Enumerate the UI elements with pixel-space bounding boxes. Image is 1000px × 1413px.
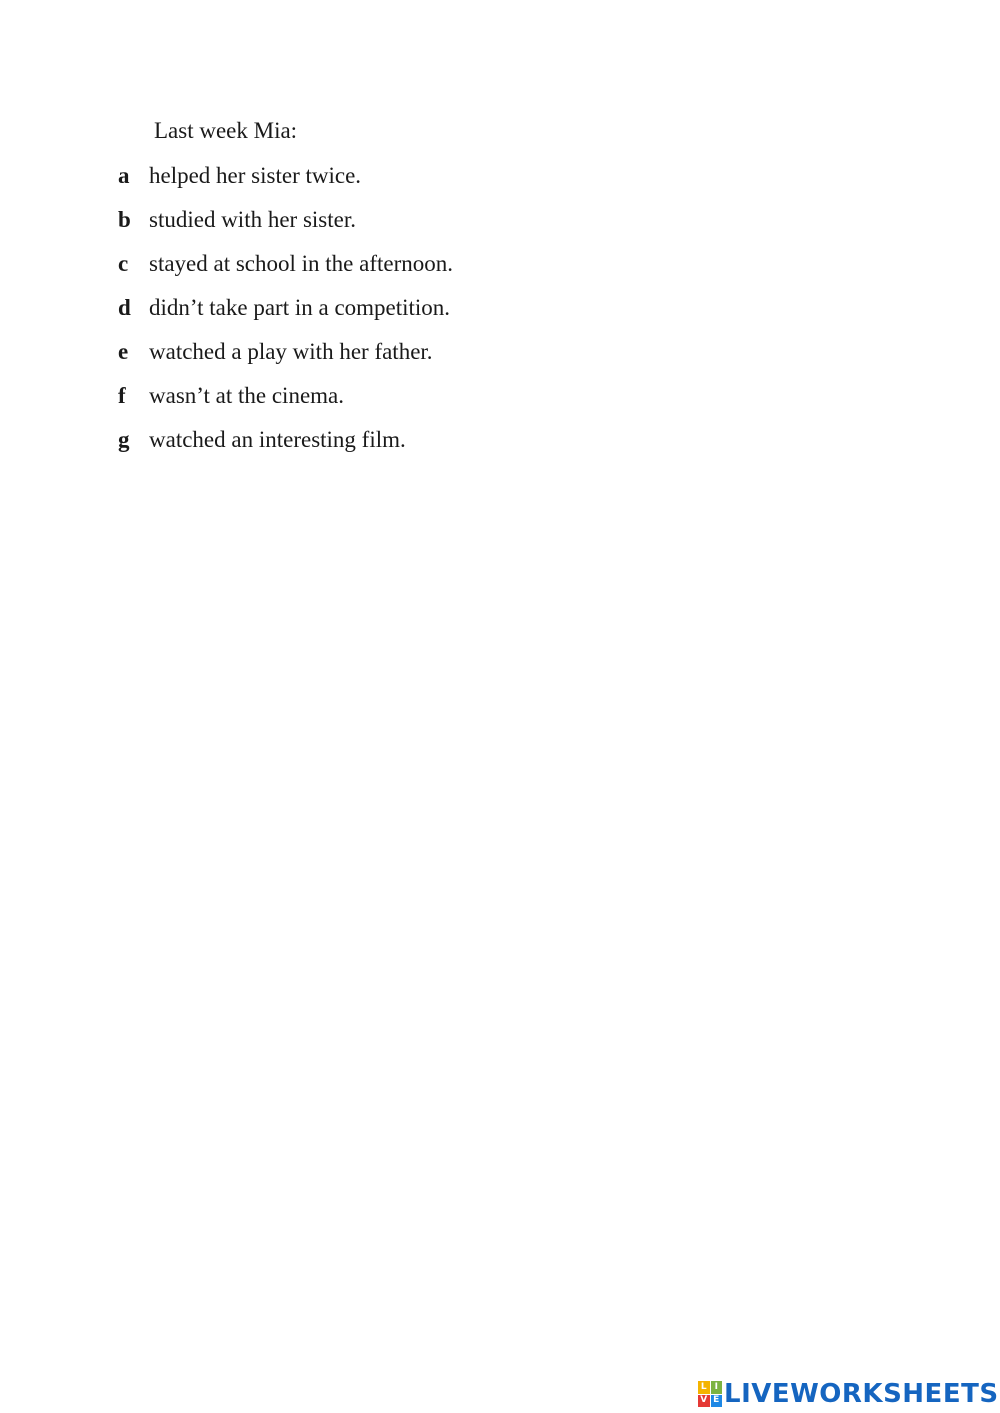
item-text: stayed at school in the afternoon. — [149, 251, 454, 276]
liveworksheets-logo-icon — [698, 1381, 722, 1407]
item-letter: g — [118, 427, 130, 452]
item-text: studied with her sister. — [149, 207, 356, 232]
item-text: watched an interesting film. — [149, 427, 406, 452]
item-text: wasn’t at the cinema. — [149, 383, 345, 408]
logo-letter: E — [711, 1395, 723, 1408]
item-text: helped her sister twice. — [149, 163, 362, 188]
list-item — [118, 337, 453, 381]
list-item — [118, 425, 453, 469]
logo-letter: L — [698, 1381, 710, 1394]
liveworksheets-brand — [698, 1379, 999, 1409]
item-letter: a — [118, 163, 130, 188]
logo-letter: I — [711, 1381, 723, 1394]
item-text: didn’t take part in a competition. — [149, 295, 451, 320]
item-letter: f — [118, 383, 126, 408]
list-item — [118, 205, 453, 249]
item-letter: b — [118, 207, 131, 232]
statement-list — [118, 161, 453, 469]
intro-text: Last week Mia: — [154, 118, 298, 143]
item-letter: d — [118, 295, 131, 320]
list-item — [118, 293, 453, 337]
list-item — [118, 161, 453, 205]
list-item — [118, 249, 453, 293]
item-text: watched a play with her father. — [149, 339, 433, 364]
item-letter: c — [118, 251, 129, 276]
list-item — [118, 381, 453, 425]
brand-name: LIVEWORKSHEETS — [724, 1379, 999, 1409]
logo-letter: V — [698, 1395, 710, 1408]
item-letter: e — [118, 339, 129, 364]
